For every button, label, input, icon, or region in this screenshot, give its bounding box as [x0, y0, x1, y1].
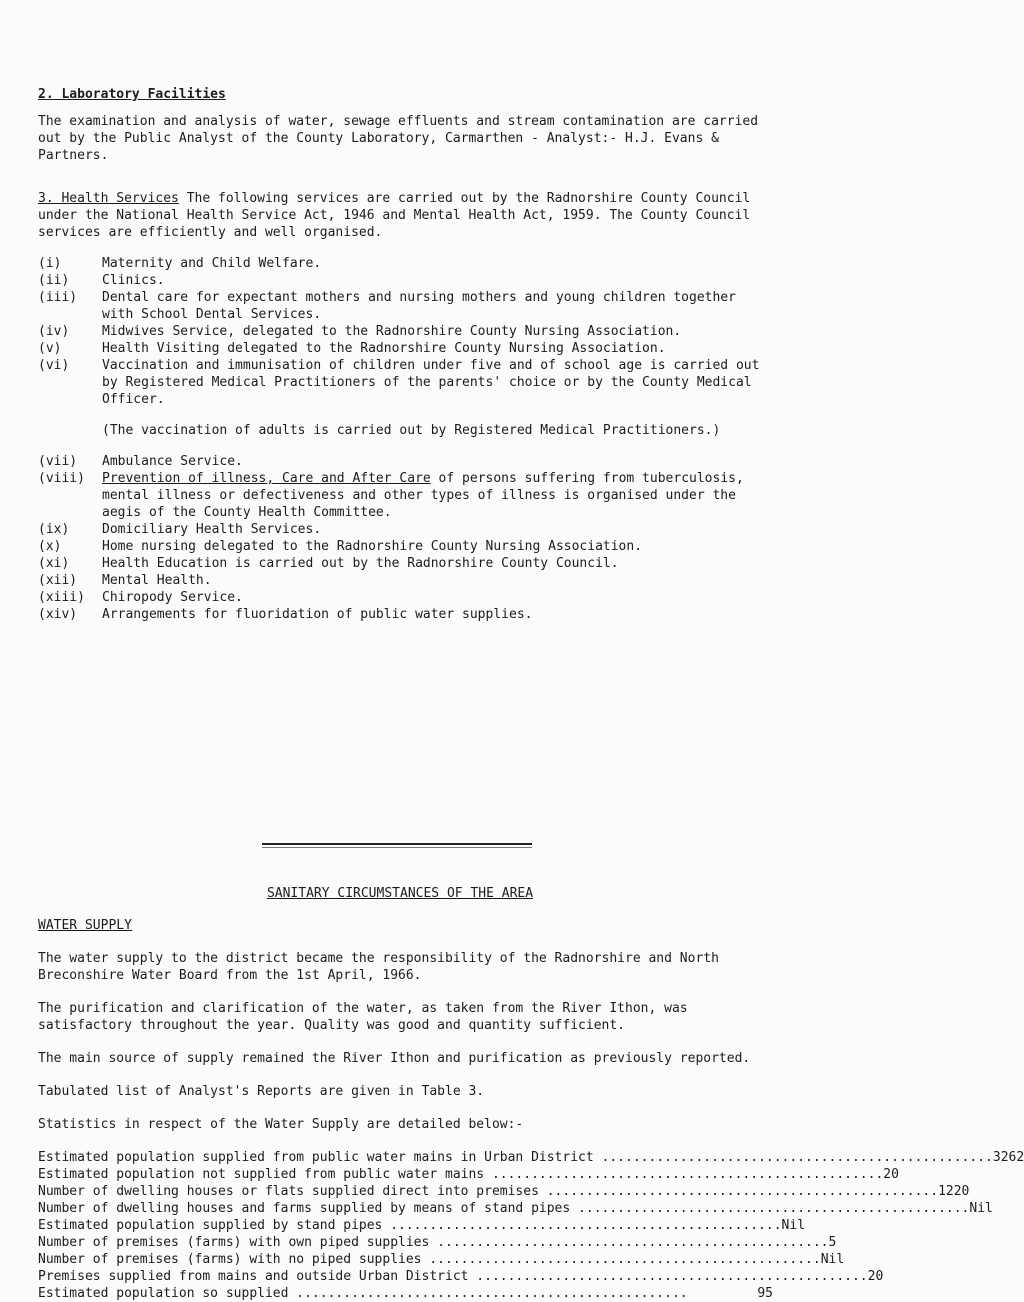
stat-label: Estimated population not supplied from public water mains .................................................. — [38, 1167, 884, 1182]
item-number: (xi) — [38, 556, 70, 571]
paragraph: Tabulated list of Analyst's Reports are given in Table 3. — [38, 1084, 485, 1099]
heading-text: 2. Laboratory Facilities — [38, 87, 226, 102]
stat-value: Nil — [781, 1218, 806, 1233]
item-text: Health Visiting delegated to the Radnorshire County Nursing Association. — [102, 341, 666, 356]
stat-label-text: Premises supplied from mains and outside Urban District — [38, 1269, 469, 1284]
services-list — [38, 255, 773, 408]
paragraph: Statistics in respect of the Water Supply are detailed below:- — [38, 1117, 524, 1132]
water-supply-section — [38, 917, 1024, 1302]
item-text — [102, 470, 773, 521]
item-number: (xii) — [38, 573, 78, 588]
vaccination-note: (The vaccination of adults is carried out by Registered Medical Practitioners.) — [102, 423, 721, 438]
list-item — [38, 323, 773, 340]
item-text: Mental Health. — [102, 573, 212, 588]
stat-value: 95 — [757, 1286, 773, 1301]
list-item — [38, 589, 773, 606]
section-heading — [38, 86, 768, 103]
stat-label-text: Estimated population supplied from public water mains in Urban District — [38, 1150, 594, 1165]
stat-label-text: Estimated population not supplied from public water mains — [38, 1167, 485, 1182]
list-item — [38, 470, 773, 521]
item-number: (iv) — [38, 324, 70, 339]
item-number: (iii) — [38, 290, 78, 305]
list-item — [38, 357, 773, 408]
item-text: Arrangements for fluoridation of public water supplies. — [102, 607, 533, 622]
paragraph: The examination and analysis of water, sewage effluents and stream contamination are carried out by the Public Analyst of the County Laboratory, Carmarthen - Analyst:- H.J. Evans & Partners. — [38, 114, 759, 163]
item-emphasis: Prevention of illness, Care and After Care — [102, 471, 431, 486]
stat-value: 20 — [867, 1269, 884, 1284]
item-number: (v) — [38, 341, 62, 356]
stat-label: Estimated population supplied from public water mains in Urban District .................................................. — [38, 1150, 993, 1165]
stat-row — [38, 1217, 806, 1234]
stat-label: Number of dwelling houses and farms supplied by means of stand pipes .................................................. — [38, 1201, 970, 1216]
stat-value: 20 — [883, 1167, 899, 1182]
item-text: Home nursing delegated to the Radnorshire County Nursing Association. — [102, 539, 643, 554]
section-divider-thin — [262, 847, 532, 848]
item-text: Chiropody Service. — [102, 590, 243, 605]
stat-row — [38, 1268, 884, 1285]
water-supply-heading: WATER SUPPLY — [38, 918, 132, 933]
section-heading: 3. Health Services — [38, 191, 179, 206]
section-health-services — [38, 190, 773, 623]
item-number: (xiv) — [38, 607, 78, 622]
item-number: (xiii) — [38, 590, 85, 605]
list-item — [38, 340, 773, 357]
stat-label: Number of premises (farms) with no piped supplies .................................................. — [38, 1252, 821, 1267]
item-text: Midwives Service, delegated to the Radnorshire County Nursing Association. — [102, 324, 682, 339]
paragraph — [38, 190, 773, 241]
stat-value: 5 — [828, 1235, 837, 1250]
list-item — [38, 453, 773, 470]
list-item — [38, 272, 773, 289]
stat-value: 3262 — [992, 1150, 1024, 1165]
stat-value: 1220 — [938, 1184, 970, 1199]
stat-label-text: Number of dwelling houses and farms supplied by means of stand pipes — [38, 1201, 571, 1216]
stat-label-text: Number of premises (farms) with own piped supplies — [38, 1235, 430, 1250]
stat-row — [38, 1149, 1024, 1166]
item-number: (i) — [38, 256, 62, 271]
stat-label-text: Estimated population so supplied — [38, 1286, 289, 1301]
item-number: (viii) — [38, 471, 85, 486]
paragraph: The water supply to the district became the responsibility of the Radnorshire and North Breconshire Water Board from the 1st April, 1966. — [38, 951, 719, 983]
list-item — [38, 521, 773, 538]
item-number: (vi) — [38, 358, 70, 373]
services-list-continued — [38, 453, 773, 623]
item-text: Ambulance Service. — [102, 454, 243, 469]
item-number: (ii) — [38, 273, 70, 288]
list-item — [38, 606, 773, 623]
stat-row — [38, 1285, 773, 1302]
sanitary-title: SANITARY CIRCUMSTANCES OF THE AREA — [266, 886, 534, 901]
item-number: (ix) — [38, 522, 70, 537]
stat-value: Nil — [820, 1252, 845, 1267]
stat-value: Nil — [969, 1201, 993, 1216]
item-text: Maternity and Child Welfare. — [102, 256, 322, 271]
stat-row — [38, 1234, 837, 1251]
stat-label: Premises supplied from mains and outside Urban District .................................................. — [38, 1269, 868, 1284]
list-item — [38, 555, 773, 572]
list-item — [38, 289, 773, 323]
section-divider — [262, 843, 532, 845]
item-text: Vaccination and immunisation of children under five and of school age is carried out by Registered Medical Practitioners of the parents' choice or by the County Medical Officer. — [102, 358, 760, 407]
paragraph: The main source of supply remained the River Ithon and purification as previously reported. — [38, 1051, 751, 1066]
stat-label-text: Number of premises (farms) with no piped supplies — [38, 1252, 422, 1267]
water-statistics-list — [38, 1149, 1024, 1302]
stat-label: Estimated population so supplied .................................................. — [38, 1286, 688, 1301]
section-laboratory-facilities — [38, 86, 768, 164]
stat-row — [38, 1200, 993, 1217]
stat-label-text: Number of dwelling houses or flats supplied direct into premises — [38, 1184, 539, 1199]
paragraph: The purification and clarification of the water, as taken from the River Ithon, was satisfactory throughout the year. Quality was good and quantity sufficient. — [38, 1001, 688, 1033]
stat-row — [38, 1183, 970, 1200]
list-item — [38, 255, 773, 272]
stat-label: Number of dwelling houses or flats supplied direct into premises .................................................. — [38, 1184, 939, 1199]
stat-label: Estimated population supplied by stand pipes .................................................. — [38, 1218, 782, 1233]
item-text: Health Education is carried out by the Radnorshire County Council. — [102, 556, 619, 571]
item-text: Dental care for expectant mothers and nursing mothers and young children together with School Dental Services. — [102, 290, 736, 322]
list-item — [38, 572, 773, 589]
item-number: (x) — [38, 539, 62, 554]
paragraph-text: The following services are carried out by the Radnorshire County Council under the National Health Service Act, 1946 and Mental Health Act, 1959. The County Council services are efficiently and well organised. — [38, 191, 751, 240]
stat-label-text: Estimated population supplied by stand pipes — [38, 1218, 383, 1233]
stat-label: Number of premises (farms) with own piped supplies .................................................. — [38, 1235, 829, 1250]
list-item — [38, 538, 773, 555]
item-rest: of persons suffering from tuberculosis, mental illness or defectiveness and other types of illness is organised under the aegis of the County Health Committee. — [102, 471, 744, 520]
item-text: Clinics. — [102, 273, 165, 288]
item-text: Domiciliary Health Services. — [102, 522, 322, 537]
stat-row — [38, 1166, 899, 1183]
item-number: (vii) — [38, 454, 78, 469]
stat-row — [38, 1251, 845, 1268]
